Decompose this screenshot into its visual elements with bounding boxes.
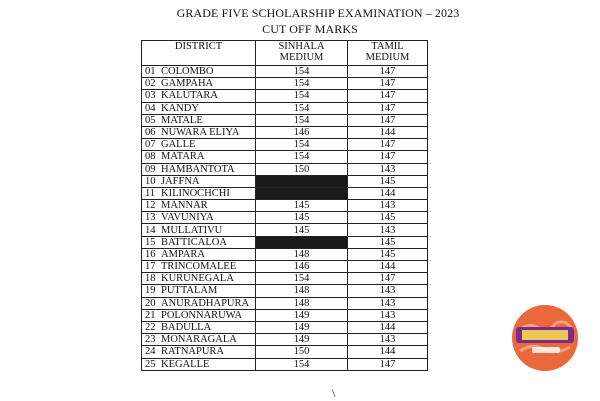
district-name: AMPARA xyxy=(161,248,205,260)
sinhala-mark-cell: 154 xyxy=(256,102,348,114)
district-code: 11 xyxy=(145,187,156,199)
district-code: 20 xyxy=(145,297,156,309)
table-row xyxy=(142,321,428,333)
tamil-mark-cell: 147 xyxy=(348,114,428,126)
district-cell xyxy=(142,90,256,102)
sinhala-mark-cell: 154 xyxy=(256,114,348,126)
table-row xyxy=(142,175,428,187)
district-code: 19 xyxy=(145,285,156,297)
table-row xyxy=(142,114,428,126)
district-code: 25 xyxy=(145,358,156,370)
tamil-mark-cell: 144 xyxy=(348,126,428,138)
district-code: 01 xyxy=(145,66,156,78)
tamil-mark-cell: 145 xyxy=(348,248,428,260)
district-cell xyxy=(142,187,256,199)
sinhala-mark-cell: 154 xyxy=(256,273,348,285)
district-cell xyxy=(142,139,256,151)
table-row xyxy=(142,139,428,151)
tamil-mark-cell: 147 xyxy=(348,139,428,151)
table-row xyxy=(142,212,428,224)
district-name: MATALE xyxy=(161,114,203,126)
sinhala-mark-cell: 145 xyxy=(256,200,348,212)
table-row xyxy=(142,78,428,90)
cutoff-marks-table xyxy=(141,40,428,371)
table-row xyxy=(142,236,428,248)
district-code: 09 xyxy=(145,163,156,175)
table-row xyxy=(142,66,428,78)
sinhala-mark-cell: 146 xyxy=(256,126,348,138)
tamil-mark-cell: 143 xyxy=(348,334,428,346)
sinhala-mark-cell: 146 xyxy=(256,261,348,273)
sinhala-mark-cell: 150 xyxy=(256,163,348,175)
district-name: PUTTALAM xyxy=(161,285,218,297)
news-site-logo-icon xyxy=(510,303,580,373)
tamil-mark-cell: 144 xyxy=(348,346,428,358)
district-name: POLONNARUWA xyxy=(161,309,243,321)
district-name: BATTICALOA xyxy=(161,236,227,248)
page-subtitle: CUT OFF MARKS xyxy=(262,22,358,36)
table-row xyxy=(142,163,428,175)
table-row xyxy=(142,309,428,321)
tamil-mark-cell: 143 xyxy=(348,297,428,309)
tamil-mark-cell: 143 xyxy=(348,200,428,212)
district-name: KALUTARA xyxy=(161,90,218,102)
sinhala-mark-cell: 145 xyxy=(256,224,348,236)
district-name: GALLE xyxy=(161,139,196,151)
table-row xyxy=(142,200,428,212)
district-cell xyxy=(142,224,256,236)
sinhala-mark-cell: 154 xyxy=(256,139,348,151)
sinhala-mark-cell xyxy=(256,236,348,248)
table-row xyxy=(142,102,428,114)
district-cell xyxy=(142,200,256,212)
district-code: 18 xyxy=(145,273,156,285)
district-name: HAMBANTOTA xyxy=(161,163,235,175)
district-code: 13 xyxy=(145,212,156,224)
district-code: 17 xyxy=(145,261,156,273)
district-name: MONARAGALA xyxy=(161,334,237,346)
tamil-mark-cell: 147 xyxy=(348,151,428,163)
district-cell xyxy=(142,78,256,90)
table-row xyxy=(142,273,428,285)
sinhala-mark-cell: 154 xyxy=(256,358,348,370)
sinhala-mark-cell xyxy=(256,175,348,187)
sinhala-mark-cell: 154 xyxy=(256,151,348,163)
tamil-mark-cell: 144 xyxy=(348,187,428,199)
sinhala-mark-cell: 149 xyxy=(256,309,348,321)
district-cell xyxy=(142,248,256,260)
tamil-mark-cell: 147 xyxy=(348,78,428,90)
district-code: 10 xyxy=(145,175,156,187)
tamil-mark-cell: 143 xyxy=(348,309,428,321)
tamil-mark-cell: 143 xyxy=(348,285,428,297)
tamil-mark-cell: 143 xyxy=(348,163,428,175)
sinhala-mark-cell: 148 xyxy=(256,248,348,260)
district-name: VAVUNIYA xyxy=(161,212,214,224)
tamil-mark-cell: 147 xyxy=(348,90,428,102)
tamil-mark-cell: 144 xyxy=(348,261,428,273)
district-code: 12 xyxy=(145,200,156,212)
district-code: 24 xyxy=(145,346,156,358)
district-name: ANURADHAPURA xyxy=(161,297,250,309)
tamil-mark-cell: 147 xyxy=(348,102,428,114)
table-row xyxy=(142,90,428,102)
tamil-mark-cell: 145 xyxy=(348,236,428,248)
district-name: KEGALLE xyxy=(161,358,210,370)
tamil-mark-cell: 147 xyxy=(348,66,428,78)
district-name: COLOMBO xyxy=(161,66,214,78)
table-header-row xyxy=(142,41,428,66)
district-cell xyxy=(142,297,256,309)
district-code: 05 xyxy=(145,114,156,126)
sinhala-mark-cell: 150 xyxy=(256,346,348,358)
district-code: 08 xyxy=(145,151,156,163)
tamil-mark-cell: 147 xyxy=(348,273,428,285)
table-row xyxy=(142,224,428,236)
district-cell xyxy=(142,261,256,273)
district-cell xyxy=(142,334,256,346)
table-row xyxy=(142,248,428,260)
district-code: 21 xyxy=(145,309,156,321)
sinhala-mark-cell: 149 xyxy=(256,334,348,346)
district-code: 14 xyxy=(145,224,156,236)
district-cell xyxy=(142,236,256,248)
district-cell xyxy=(142,273,256,285)
sinhala-mark-cell: 148 xyxy=(256,285,348,297)
district-code: 16 xyxy=(145,248,156,260)
table-row xyxy=(142,334,428,346)
tamil-mark-cell: 143 xyxy=(348,224,428,236)
sinhala-mark-cell: 148 xyxy=(256,297,348,309)
sinhala-mark-cell: 154 xyxy=(256,78,348,90)
district-name: TRINCOMALEE xyxy=(161,261,237,273)
district-code: 02 xyxy=(145,78,156,90)
table-row xyxy=(142,187,428,199)
column-header-sinhala: SINHALA MEDIUM xyxy=(256,41,348,66)
district-code: 06 xyxy=(145,127,156,139)
sinhala-mark-cell xyxy=(256,187,348,199)
district-code: 04 xyxy=(145,102,156,114)
district-cell xyxy=(142,114,256,126)
district-name: RATNAPURA xyxy=(161,346,225,358)
district-name: MANNAR xyxy=(161,200,208,212)
district-name: KILINOCHCHI xyxy=(161,187,230,199)
district-name: NUWARA ELIYA xyxy=(161,127,240,139)
sinhala-mark-cell: 154 xyxy=(256,66,348,78)
page-title: GRADE FIVE SCHOLARSHIP EXAMINATION – 2023 xyxy=(176,6,460,20)
district-name: MULLATIVU xyxy=(161,224,223,236)
district-cell xyxy=(142,102,256,114)
district-cell xyxy=(142,309,256,321)
district-code: 23 xyxy=(145,334,156,346)
district-code: 22 xyxy=(145,322,156,334)
table-row xyxy=(142,297,428,309)
sinhala-mark-cell: 149 xyxy=(256,321,348,333)
district-cell xyxy=(142,212,256,224)
table-row xyxy=(142,285,428,297)
column-header-tamil: TAMIL MEDIUM xyxy=(348,41,428,66)
stray-mark: \ xyxy=(332,386,336,400)
table-row xyxy=(142,358,428,370)
district-name: KANDY xyxy=(161,102,199,114)
district-code: 15 xyxy=(145,236,156,248)
district-name: JAFFNA xyxy=(161,175,200,187)
sinhala-mark-cell: 145 xyxy=(256,212,348,224)
district-name: MATARA xyxy=(161,151,205,163)
district-cell xyxy=(142,285,256,297)
district-cell xyxy=(142,163,256,175)
sinhala-mark-cell: 154 xyxy=(256,90,348,102)
district-name: BADULLA xyxy=(161,322,212,334)
tamil-mark-cell: 147 xyxy=(348,358,428,370)
table-row xyxy=(142,346,428,358)
tamil-mark-cell: 145 xyxy=(348,175,428,187)
district-cell xyxy=(142,321,256,333)
district-cell xyxy=(142,346,256,358)
district-cell xyxy=(142,66,256,78)
tamil-mark-cell: 145 xyxy=(348,212,428,224)
tamil-mark-cell: 144 xyxy=(348,321,428,333)
table-row xyxy=(142,151,428,163)
district-name: GAMPAHA xyxy=(161,78,214,90)
column-header-district: DISTRICT xyxy=(142,41,256,66)
district-code: 07 xyxy=(145,139,156,151)
district-name: KURUNEGALA xyxy=(161,273,234,285)
table-row xyxy=(142,126,428,138)
district-cell xyxy=(142,126,256,138)
table-row xyxy=(142,261,428,273)
district-cell xyxy=(142,175,256,187)
district-cell xyxy=(142,358,256,370)
district-code: 03 xyxy=(145,90,156,102)
district-cell xyxy=(142,151,256,163)
